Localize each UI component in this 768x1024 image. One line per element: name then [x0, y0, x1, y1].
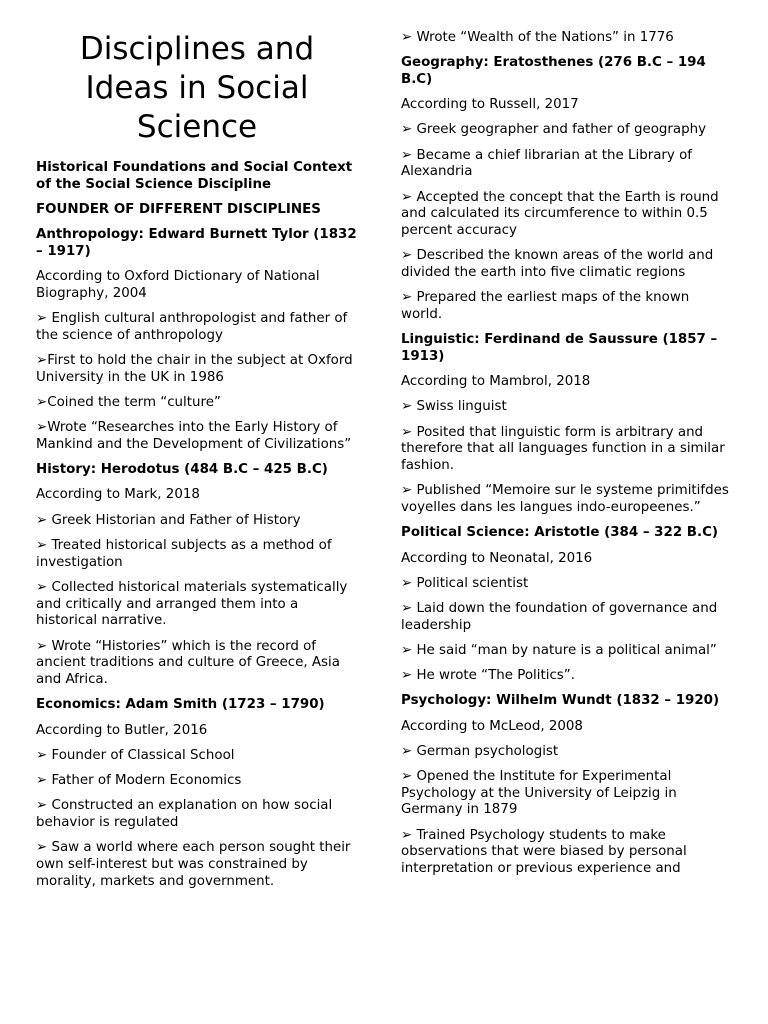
linguistic-point: ➢ Posited that linguistic form is arbitrary and therefore that all languages function in a similar fashion. [401, 424, 725, 474]
geography-point: ➢ Accepted the concept that the Earth is round and calculated its circumference to within 0.5 percent accuracy [401, 189, 719, 239]
history-point: ➢ Treated historical subjects as a method of investigation [36, 537, 332, 570]
psychology-point: ➢ Trained Psychology students to make observations that were biased by personal interpretation or previous experience and [401, 827, 687, 877]
economics-point: ➢ Founder of Classical School [36, 747, 235, 763]
intro-heading: Historical Foundations and Social Context of the Social Science Discipline [36, 160, 353, 192]
political-heading: Political Science: Aristotle (384 – 322 B.C) [401, 525, 719, 541]
history-point: ➢ Greek Historian and Father of History [36, 512, 301, 528]
geography-point: ➢ Described the known areas of the world and divided the earth into five climatic regions [401, 248, 714, 281]
founders-heading: FOUNDER OF DIFFERENT DISCIPLINES [36, 201, 321, 217]
political-point: ➢ Laid down the foundation of governance and leadership [401, 600, 718, 633]
document-title: Disciplines and Ideas in Social Science [79, 31, 315, 145]
psychology-heading: Psychology: Wilhelm Wundt (1832 – 1920) [401, 693, 720, 709]
history-source: According to Mark, 2018 [36, 487, 200, 503]
history-heading: History: Herodotus (484 B.C – 425 B.C) [36, 462, 328, 478]
history-point: ➢ Collected historical materials systematically and critically and arranged them into a historical narrative. [36, 579, 348, 629]
left-column [36, 0, 360, 891]
linguistic-point: ➢ Swiss linguist [401, 399, 507, 415]
geography-point: ➢ Greek geographer and father of geography [401, 122, 707, 138]
economics-point: ➢ Constructed an explanation on how social behavior is regulated [36, 798, 333, 830]
anthropology-point: ➢ English cultural anthropologist and father of the science of anthropology [36, 311, 348, 343]
economics-point: ➢ Father of Modern Economics [36, 772, 242, 788]
psychology-point: ➢ German psychologist [401, 743, 559, 759]
anthropology-point: ➢Coined the term “culture” [36, 395, 221, 411]
political-point: ➢ He wrote “The Politics”. [401, 668, 575, 684]
geography-heading: Geography: Eratosthenes (276 B.C – 194 B.C) [401, 55, 706, 87]
linguistic-heading: Linguistic: Ferdinand de Saussure (1857 – 1913) [401, 332, 718, 365]
economics-heading: Economics: Adam Smith (1723 – 1790) [36, 697, 325, 713]
economics-point: ➢ Saw a world where each person sought their own self-interest but was constrained by morality, markets and government. [36, 840, 351, 889]
political-point: ➢ He said “man by nature is a political animal” [401, 642, 717, 658]
linguistic-source: According to Mambrol, 2018 [401, 374, 591, 390]
anthropology-heading: Anthropology: Edward Burnett Tylor (1832 – 1917) [36, 227, 357, 259]
political-source: According to Neonatal, 2016 [401, 550, 593, 566]
anthropology-source: According to Oxford Dictionary of National Biography, 2004 [36, 269, 320, 301]
anthropology-point: ➢First to hold the chair in the subject at Oxford University in the UK in 1986 [36, 353, 353, 385]
economics-point: ➢ Wrote “Wealth of the Nations” in 1776 [401, 30, 674, 45]
psychology-source: According to McLeod, 2008 [401, 718, 583, 734]
anthropology-point: ➢Wrote “Researches into the Early History of Mankind and the Development of Civilizations” [36, 420, 352, 453]
geography-point: ➢ Became a chief librarian at the Library of Alexandria [401, 147, 693, 180]
economics-source: According to Butler, 2016 [36, 722, 208, 738]
right-column [401, 0, 731, 878]
political-point: ➢ Political scientist [401, 575, 529, 591]
psychology-point: ➢ Opened the Institute for Experimental Psychology at the University of Leipzig in Germany in 1879 [401, 768, 677, 818]
history-point: ➢ Wrote “Histories” which is the record of ancient traditions and culture of Greece, Asia and Africa. [36, 638, 340, 688]
geography-source: According to Russell, 2017 [401, 97, 579, 113]
linguistic-point: ➢ Published “Memoire sur le systeme primitifdes voyelles dans les langues indo-europeenes.” [401, 483, 729, 516]
geography-point: ➢ Prepared the earliest maps of the known world. [401, 290, 690, 323]
